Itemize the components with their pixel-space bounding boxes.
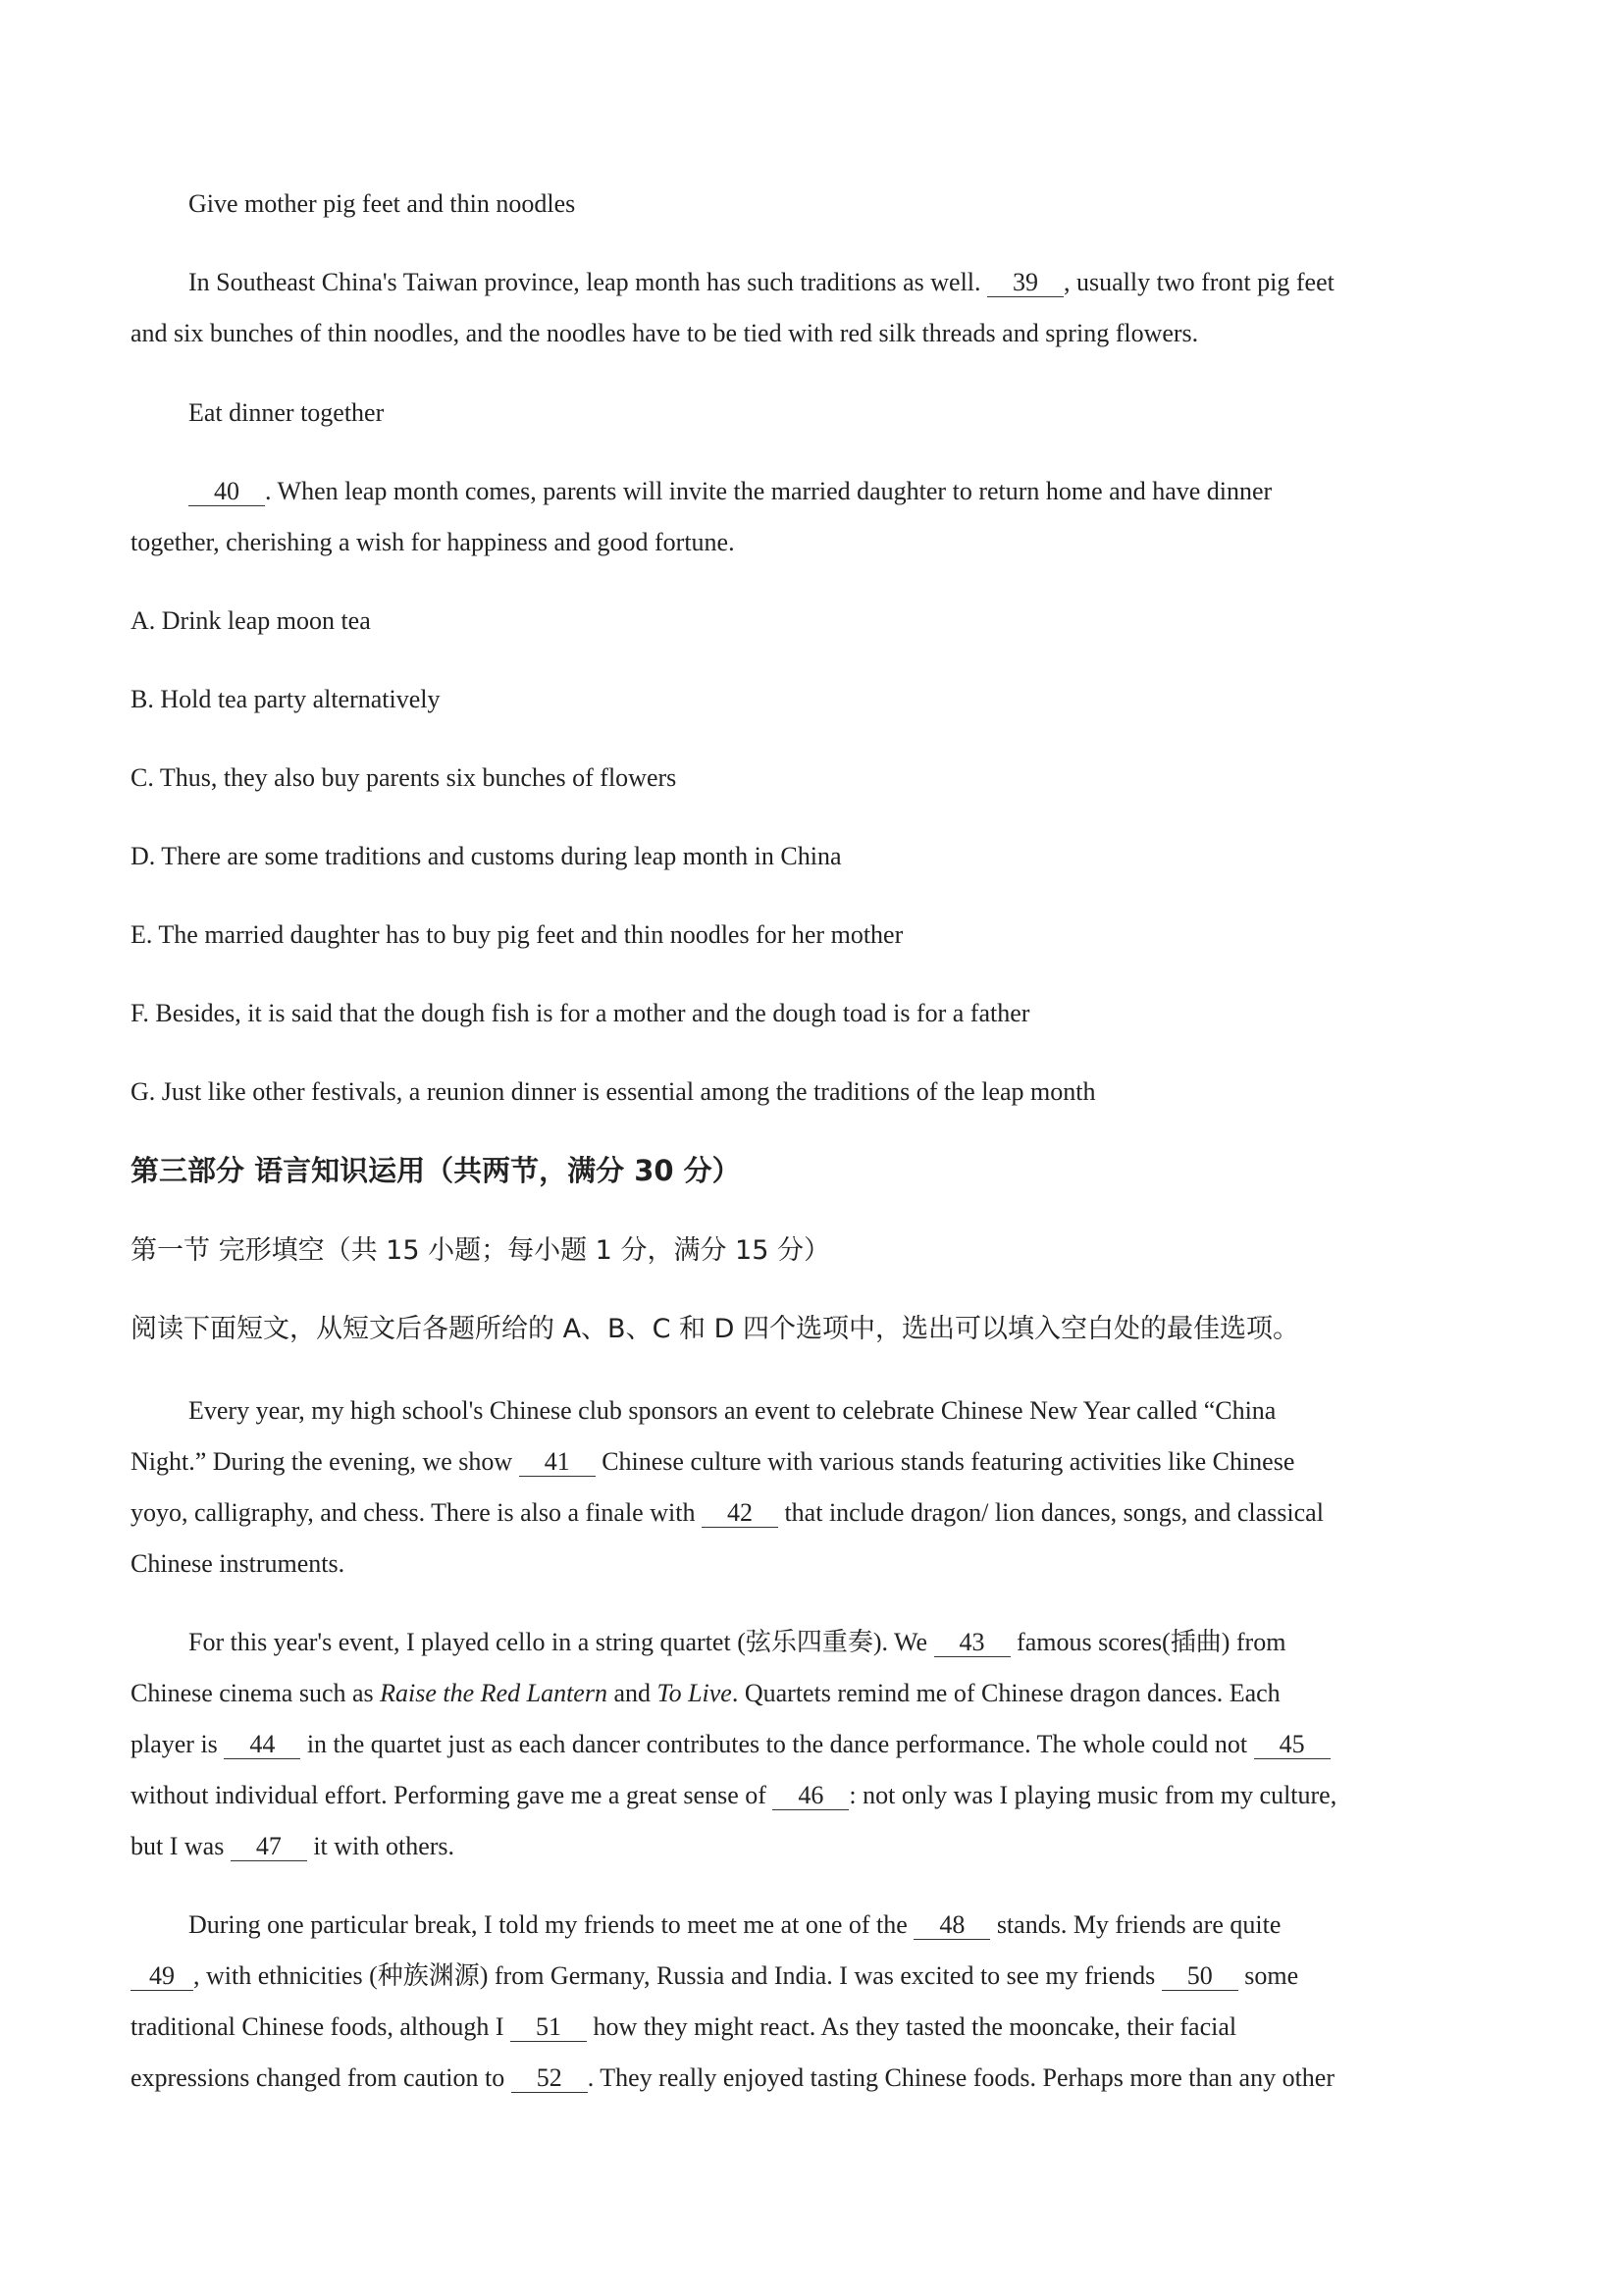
paragraph-line — [188, 474, 1272, 509]
paragraph-line: together, cherishing a wish for happiness and good fortune. — [131, 528, 735, 556]
option-a: A. Drink leap moon tea — [131, 606, 371, 635]
passage-line — [131, 1495, 1324, 1531]
film-title: Raise the Red Lantern — [380, 1679, 607, 1707]
answer-blank-47[interactable]: 47 — [231, 1833, 307, 1861]
subheading-dinner: Eat dinner together — [188, 398, 385, 427]
passage-line — [188, 1625, 1285, 1660]
option-d: D. There are some traditions and customs during leap month in China — [131, 842, 842, 870]
text: : not only was I playing music from my culture, — [849, 1781, 1337, 1809]
text: yoyo, calligraphy, and chess. There is also a finale with — [131, 1498, 702, 1527]
option-g: G. Just like other festivals, a reunion dinner is essential among the traditions of the leap month — [131, 1077, 1096, 1106]
paragraph-line — [188, 265, 1335, 300]
passage-line: Every year, my high school's Chinese club sponsors an event to celebrate Chinese New Year called “China — [188, 1396, 1277, 1425]
text: Night.” During the evening, we show — [131, 1447, 519, 1476]
answer-blank-49[interactable]: 49 — [131, 1962, 193, 1991]
text: in the quartet just as each dancer contributes to the dance performance. The whole could not — [300, 1730, 1254, 1758]
answer-blank-43[interactable]: 43 — [934, 1629, 1011, 1657]
section-heading: 第一节 完形填空（共 15 小题；每小题 1 分，满分 15 分） — [131, 1235, 830, 1266]
text: but I was — [131, 1832, 231, 1860]
passage-line — [188, 1907, 1281, 1943]
passage-line: Chinese instruments. — [131, 1549, 345, 1578]
text: . Quartets remind me of Chinese dragon dances. Each — [731, 1679, 1281, 1707]
text: it with others. — [306, 1832, 455, 1860]
text: , with ethnicities (种族渊源) from Germany, Russia and India. I was excited to see my friends — [193, 1961, 1162, 1990]
text: . They really enjoyed tasting Chinese foods. Perhaps more than any other — [587, 2063, 1335, 2092]
answer-blank-52[interactable]: 52 — [511, 2064, 588, 2093]
passage-line — [131, 1444, 1294, 1480]
paragraph-line: and six bunches of thin noodles, and the noodles have to be tied with red silk threads and spring flowers. — [131, 319, 1199, 347]
answer-blank-40[interactable]: 40 — [188, 478, 265, 506]
text: . When leap month comes, parents will invite the married daughter to return home and have dinner — [265, 477, 1273, 505]
text: some — [1237, 1961, 1299, 1990]
text: In Southeast China's Taiwan province, leap month has such traditions as well. — [188, 268, 988, 296]
passage-line — [131, 1676, 1281, 1711]
text: For this year's event, I played cello in a string quartet (弦乐四重奏). We — [188, 1628, 934, 1656]
option-f: F. Besides, it is said that the dough fish is for a mother and the dough toad is for a father — [131, 999, 1030, 1027]
passage-line — [131, 1778, 1336, 1813]
text: player is — [131, 1730, 225, 1758]
answer-blank-41[interactable]: 41 — [519, 1448, 596, 1477]
option-b: B. Hold tea party alternatively — [131, 685, 441, 713]
text: without individual effort. Performing gave me a great sense of — [131, 1781, 773, 1809]
part-heading: 第三部分 语言知识运用（共两节，满分 30 分） — [131, 1154, 741, 1187]
subheading-mother-gift: Give mother pig feet and thin noodles — [188, 189, 576, 218]
text: how they might react. As they tasted the mooncake, their facial — [587, 2012, 1237, 2041]
text: stands. My friends are quite — [990, 1910, 1282, 1939]
answer-blank-51[interactable]: 51 — [510, 2013, 587, 2042]
film-title: To Live — [656, 1679, 732, 1707]
passage-line — [131, 1727, 1331, 1762]
text: famous scores(插曲) from — [1010, 1628, 1286, 1656]
text: Chinese culture with various stands featuring activities like Chinese — [595, 1447, 1295, 1476]
text: Chinese cinema such as — [131, 1679, 381, 1707]
passage-line — [131, 2061, 1335, 2096]
answer-blank-44[interactable]: 44 — [224, 1731, 300, 1759]
text: and — [606, 1679, 657, 1707]
text: , usually two front pig feet — [1064, 268, 1335, 296]
passage-line — [131, 1829, 454, 1864]
answer-blank-45[interactable]: 45 — [1254, 1731, 1331, 1759]
answer-blank-39[interactable]: 39 — [987, 269, 1064, 297]
answer-blank-50[interactable]: 50 — [1162, 1962, 1238, 1991]
text: traditional Chinese foods, although I — [131, 2012, 511, 2041]
option-c: C. Thus, they also buy parents six bunches of flowers — [131, 763, 677, 792]
passage-line — [131, 1958, 1298, 1994]
option-e: E. The married daughter has to buy pig feet and thin noodles for her mother — [131, 920, 904, 949]
text: that include dragon/ lion dances, songs, and classical — [777, 1498, 1324, 1527]
passage-line — [131, 2009, 1236, 2045]
answer-blank-46[interactable]: 46 — [772, 1782, 849, 1810]
text: During one particular break, I told my friends to meet me at one of the — [188, 1910, 915, 1939]
answer-blank-42[interactable]: 42 — [702, 1499, 778, 1528]
instruction: 阅读下面短文，从短文后各题所给的 A、B、C 和 D 四个选项中，选出可以填入空白处的最佳选项。 — [131, 1314, 1299, 1344]
text: expressions changed from caution to — [131, 2063, 511, 2092]
answer-blank-48[interactable]: 48 — [914, 1911, 990, 1940]
